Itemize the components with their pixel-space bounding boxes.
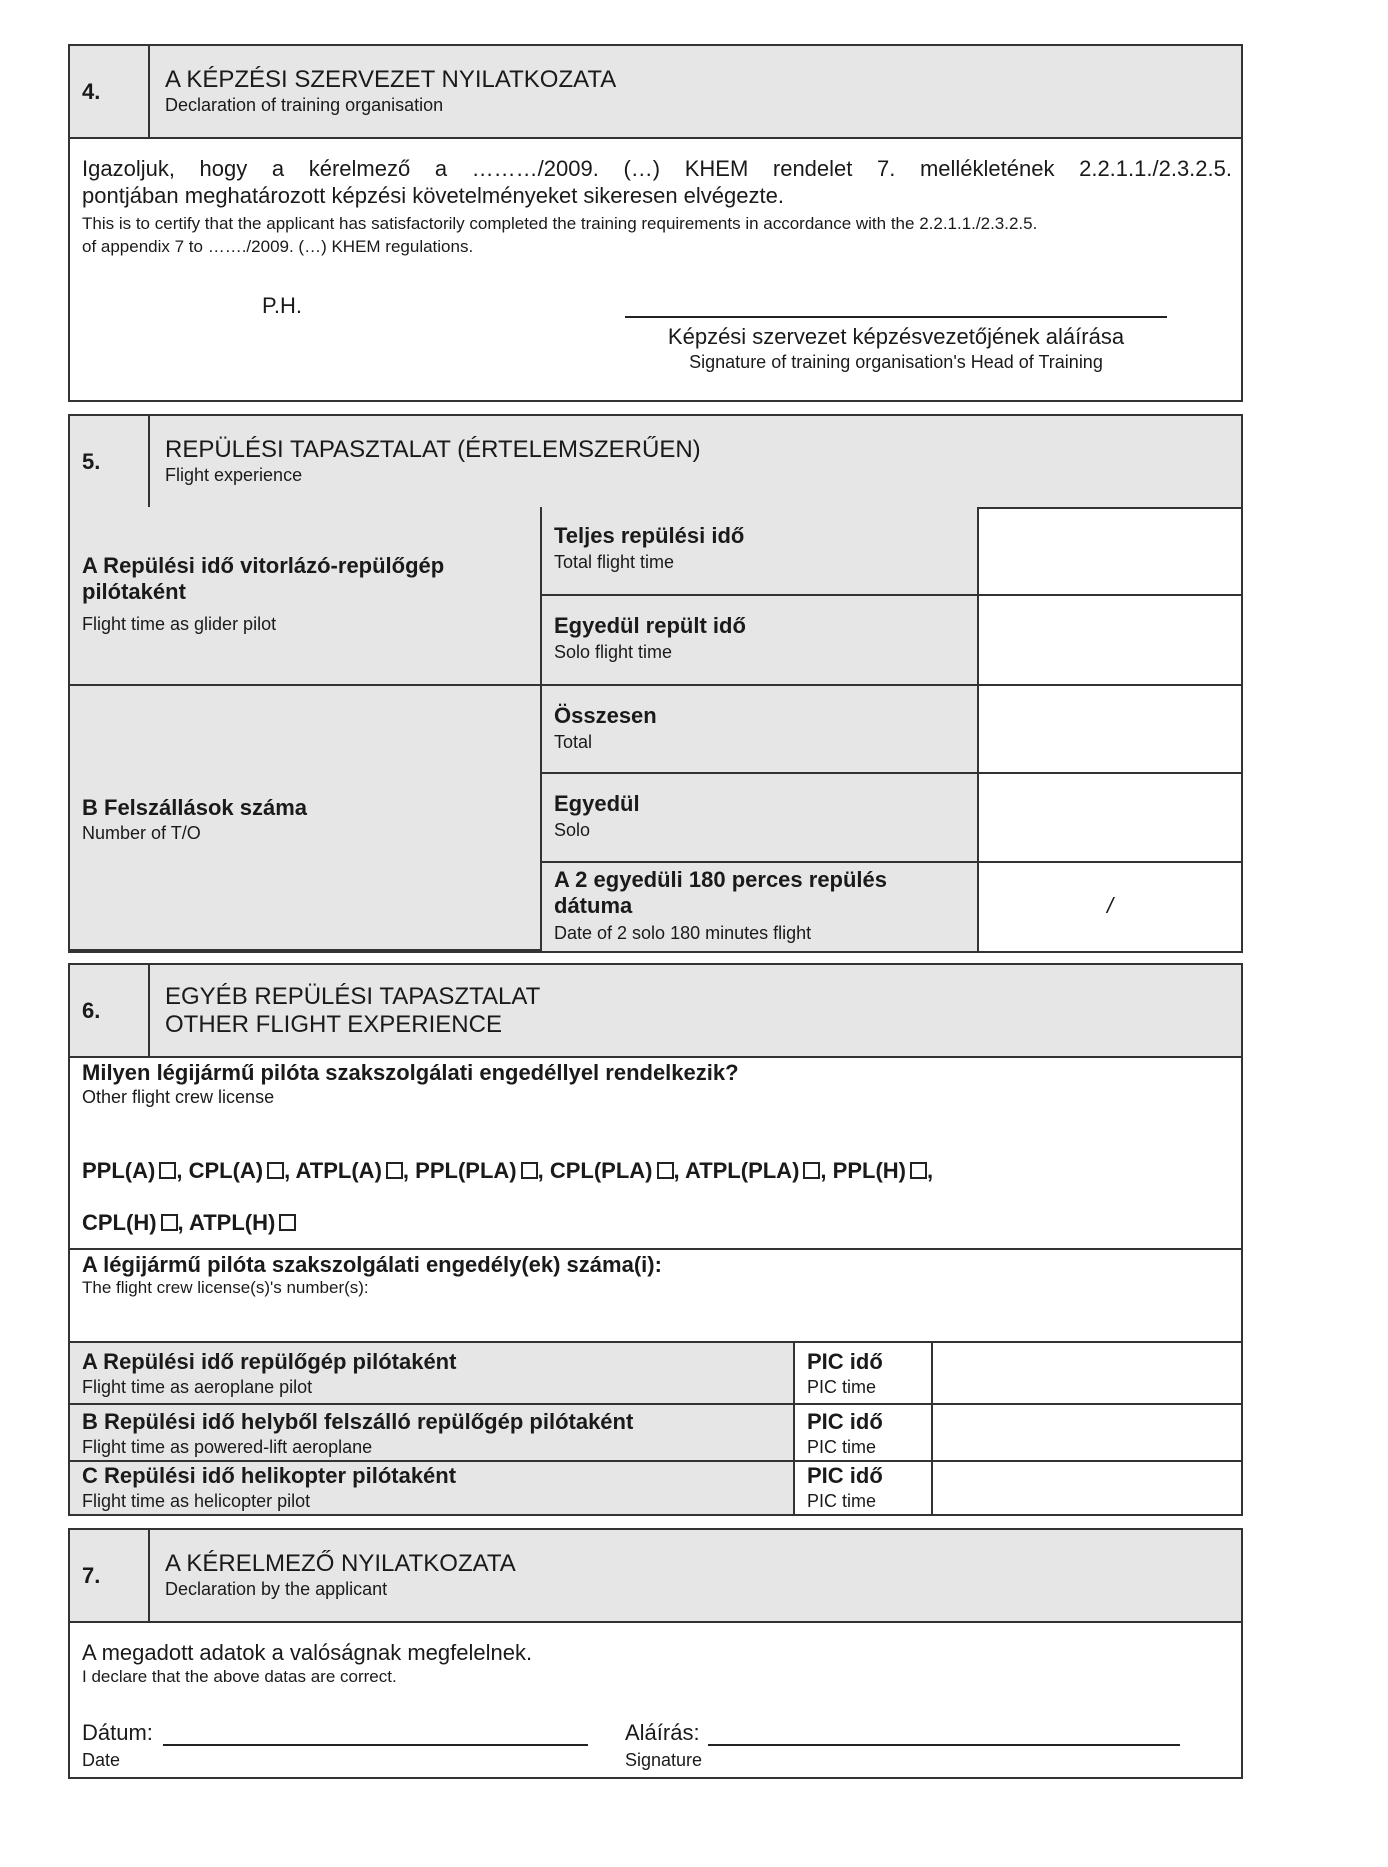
declaration-hu-line2: pontjában meghatározott képzési követelményeket sikeresen elvégezte. (82, 183, 784, 208)
license-ppl-a[interactable]: PPL(A) , (82, 1158, 183, 1183)
total-takeoffs-title: Összesen (554, 703, 657, 728)
license-ppl-h[interactable]: PPL(H) , (832, 1158, 934, 1183)
signature-label: Aláírás: (625, 1720, 700, 1745)
checkbox[interactable] (803, 1162, 820, 1179)
section-4 (68, 44, 1243, 402)
date-line[interactable] (163, 1744, 588, 1746)
pic-title: PIC idő (807, 1409, 883, 1434)
glider-time-label-cell (70, 507, 542, 686)
license-atpl-h[interactable]: ATPL(H) (189, 1210, 296, 1235)
takeoffs-subtitle: Number of T/O (82, 823, 201, 843)
aeroplane-time-label (70, 1343, 795, 1405)
section-5 (68, 414, 1243, 953)
section-title-hu: EGYÉB REPÜLÉSI TAPASZTALAT (165, 983, 541, 1010)
signature-line[interactable] (625, 316, 1167, 318)
total-flight-time-label (542, 507, 979, 596)
date-separator: / (1106, 893, 1114, 918)
applicant-declaration-hu: A megadott adatok a valóságnak megfelelnek. (82, 1640, 533, 1665)
total-flight-time-subtitle: Total flight time (554, 552, 675, 572)
checkbox[interactable] (161, 1214, 178, 1231)
row-subtitle: Flight time as aeroplane pilot (82, 1377, 313, 1397)
section-title: A KÉPZÉSI SZERVEZET NYILATKOZATA (165, 66, 617, 93)
section-number: 7. (70, 1530, 150, 1621)
license-cpl-pla[interactable]: CPL(PLA) , (549, 1158, 680, 1183)
section-subtitle: Declaration by the applicant (165, 1579, 388, 1599)
pic-subtitle: PIC time (807, 1491, 877, 1511)
takeoffs-label-cell (70, 686, 542, 951)
powered-lift-pic-label (795, 1405, 933, 1462)
license-number-label: A légijármű pilóta szakszolgálati engedély(ek) száma(i): (82, 1252, 662, 1277)
pic-title: PIC idő (807, 1349, 883, 1374)
date-label: Dátum: (82, 1720, 153, 1745)
solo-flight-time-subtitle: Solo flight time (554, 642, 673, 662)
total-takeoffs-subtitle: Total (554, 732, 593, 752)
solo-180-date-title: A 2 egyedüli 180 perces repülés dátuma (554, 867, 888, 918)
section-subtitle: Flight experience (165, 465, 303, 485)
glider-time-subtitle: Flight time as glider pilot (82, 614, 277, 634)
license-question: Milyen légijármű pilóta szakszolgálati engedéllyel rendelkezik? (82, 1060, 739, 1085)
powered-lift-time-label (70, 1405, 795, 1462)
stamp-placeholder: P.H. (262, 293, 302, 318)
declaration-hu-line1: Igazoljuk, hogy a kérelmező a ………/2009. (…) KHEM rendelet 7. mellékletének 2.2.1.1./2.3.2.5. (82, 156, 1232, 181)
helicopter-time-label (70, 1462, 795, 1514)
solo-flight-time-value[interactable] (979, 596, 1241, 686)
solo-flight-time-title: Egyedül repült idő (554, 613, 746, 638)
solo-takeoffs-title: Egyedül (554, 791, 640, 816)
total-takeoffs-value[interactable] (979, 686, 1241, 774)
solo-takeoffs-value[interactable] (979, 774, 1241, 863)
takeoffs-title: B Felszállások száma (82, 795, 308, 820)
helicopter-pic-label (795, 1462, 933, 1514)
declaration-en-line2: of appendix 7 to ……./2009. (…) KHEM regulations. (82, 237, 474, 256)
license-cpl-h[interactable]: CPL(H) , (82, 1210, 184, 1235)
applicant-declaration-en: I declare that the above datas are correct. (82, 1667, 397, 1686)
section-7-header (70, 1530, 1241, 1623)
pic-subtitle: PIC time (807, 1437, 877, 1457)
row-subtitle: Flight time as powered-lift aeroplane (82, 1437, 373, 1457)
signature-label: Képzési szervezet képzésvezetőjének aláírása (667, 324, 1125, 349)
total-flight-time-title: Teljes repülési idő (554, 523, 745, 548)
solo-180-date-label (542, 863, 979, 951)
pic-subtitle: PIC time (807, 1377, 877, 1397)
license-ppl-pla[interactable]: PPL(PLA) , (415, 1158, 544, 1183)
applicant-signature-line[interactable] (708, 1744, 1180, 1746)
solo-takeoffs-subtitle: Solo (554, 820, 591, 840)
section-title-en: OTHER FLIGHT EXPERIENCE (165, 1011, 502, 1038)
helicopter-pic-value[interactable] (933, 1462, 1241, 1514)
checkbox[interactable] (279, 1214, 296, 1231)
license-options-row1 (82, 1158, 933, 1184)
checkbox[interactable] (521, 1162, 538, 1179)
section-5-header (70, 416, 1241, 509)
row-subtitle: Flight time as helicopter pilot (82, 1491, 311, 1511)
checkbox[interactable] (910, 1162, 927, 1179)
glider-time-title: A Repülési idő vitorlázó-repülőgép pilótaként (82, 553, 445, 604)
section-title: REPÜLÉSI TAPASZTALAT (ÉRTELEMSZERŰEN) (165, 436, 701, 463)
row-title: A Repülési idő repülőgép pilótaként (82, 1349, 457, 1374)
solo-takeoffs-label (542, 774, 979, 863)
section-number: 6. (70, 965, 150, 1056)
checkbox[interactable] (267, 1162, 284, 1179)
row-title: B Repülési idő helyből felszálló repülőgép pilótaként (82, 1409, 634, 1434)
license-question-en: Other flight crew license (82, 1087, 275, 1107)
section-6 (68, 963, 1243, 1516)
pic-title: PIC idő (807, 1463, 883, 1488)
section-subtitle: Declaration of training organisation (165, 95, 444, 115)
signature-sublabel: Signature (625, 1750, 703, 1770)
aeroplane-pic-label (795, 1343, 933, 1405)
total-takeoffs-label (542, 686, 979, 774)
checkbox[interactable] (386, 1162, 403, 1179)
total-flight-time-value[interactable] (979, 507, 1241, 596)
row-title: C Repülési idő helikopter pilótaként (82, 1463, 457, 1488)
section-title: A KÉRELMEZŐ NYILATKOZATA (165, 1550, 516, 1577)
section-6-header (70, 965, 1241, 1058)
section-4-header (70, 46, 1241, 139)
signature-sublabel: Signature of training organisation's Head of Training (689, 352, 1103, 372)
license-options-row2 (82, 1210, 296, 1236)
section-7 (68, 1528, 1243, 1779)
section-number: 5. (70, 416, 150, 507)
declaration-en-line1: This is to certify that the applicant has satisfactorily completed the training requirements in accordance with the 2.2.1.1./2.3.2.5. (82, 214, 1038, 233)
date-sublabel: Date (82, 1750, 121, 1770)
license-cpl-a[interactable]: CPL(A) , (188, 1158, 291, 1183)
solo-flight-time-label (542, 596, 979, 686)
solo-180-date-value[interactable] (979, 863, 1241, 951)
license-number-sublabel: The flight crew license(s)'s number(s): (82, 1278, 369, 1297)
checkbox[interactable] (657, 1162, 674, 1179)
section-number: 4. (70, 46, 150, 137)
checkbox[interactable] (159, 1162, 176, 1179)
license-atpl-a[interactable]: ATPL(A) , (295, 1158, 410, 1183)
aeroplane-pic-value[interactable] (933, 1343, 1241, 1405)
powered-lift-pic-value[interactable] (933, 1405, 1241, 1462)
license-atpl-pla[interactable]: ATPL(PLA) , (684, 1158, 827, 1183)
solo-180-date-subtitle: Date of 2 solo 180 minutes flight (554, 923, 812, 943)
